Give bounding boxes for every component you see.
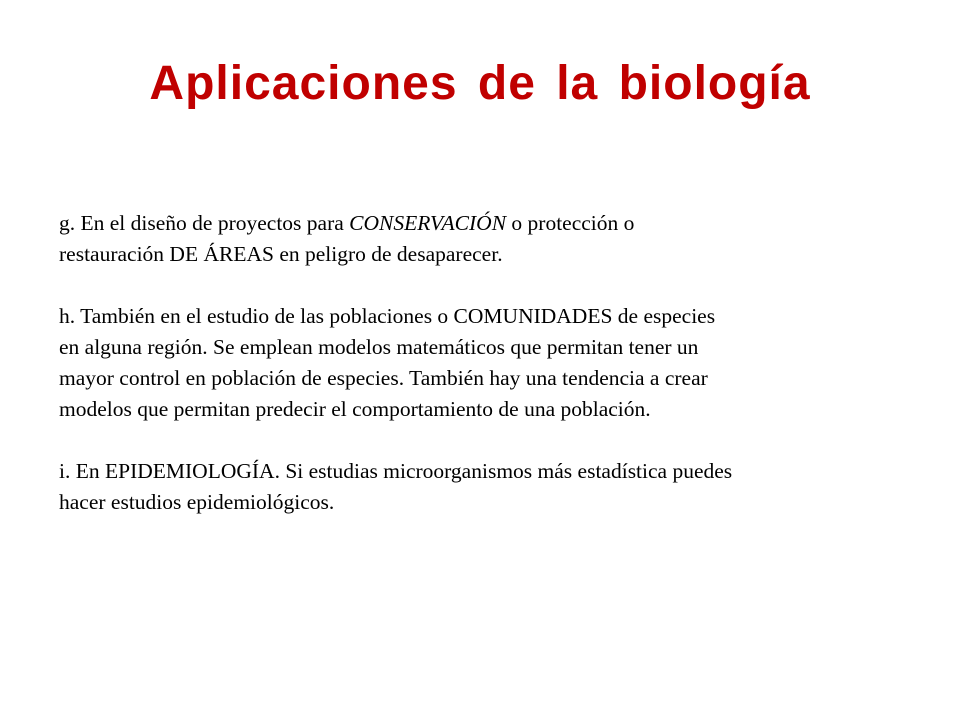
paragraph-g-emphasis: CONSERVACIÓN — [349, 211, 507, 235]
paragraph-h-line-1: h. También en el estudio de las poblaciones o COMUNIDADES de especies — [59, 304, 716, 328]
paragraph-h — [59, 301, 919, 425]
paragraph-i-line-1: i. En EPIDEMIOLOGÍA. Si estudias microorganismos más estadística puedes — [59, 459, 733, 483]
paragraph-h-line-2: en alguna región. Se emplean modelos matemáticos que permitan tener un — [59, 335, 699, 359]
paragraph-h-line-4: modelos que permitan predecir el comportamiento de una población. — [59, 397, 651, 421]
paragraph-i-line-2: hacer estudios epidemiológicos. — [59, 490, 335, 514]
paragraph-g — [59, 208, 919, 270]
paragraph-g-text-2: o protección o — [506, 211, 635, 235]
slide-body — [59, 208, 919, 518]
slide-title: Aplicaciones de la biología — [149, 57, 811, 110]
paragraph-g-line-2: restauración DE ÁREAS en peligro de desaparecer. — [59, 242, 503, 266]
paragraph-i — [59, 456, 919, 518]
paragraph-g-text-1: g. En el diseño de proyectos para — [59, 211, 350, 235]
paragraph-h-line-3: mayor control en población de especies. También hay una tendencia a crear — [59, 366, 708, 390]
